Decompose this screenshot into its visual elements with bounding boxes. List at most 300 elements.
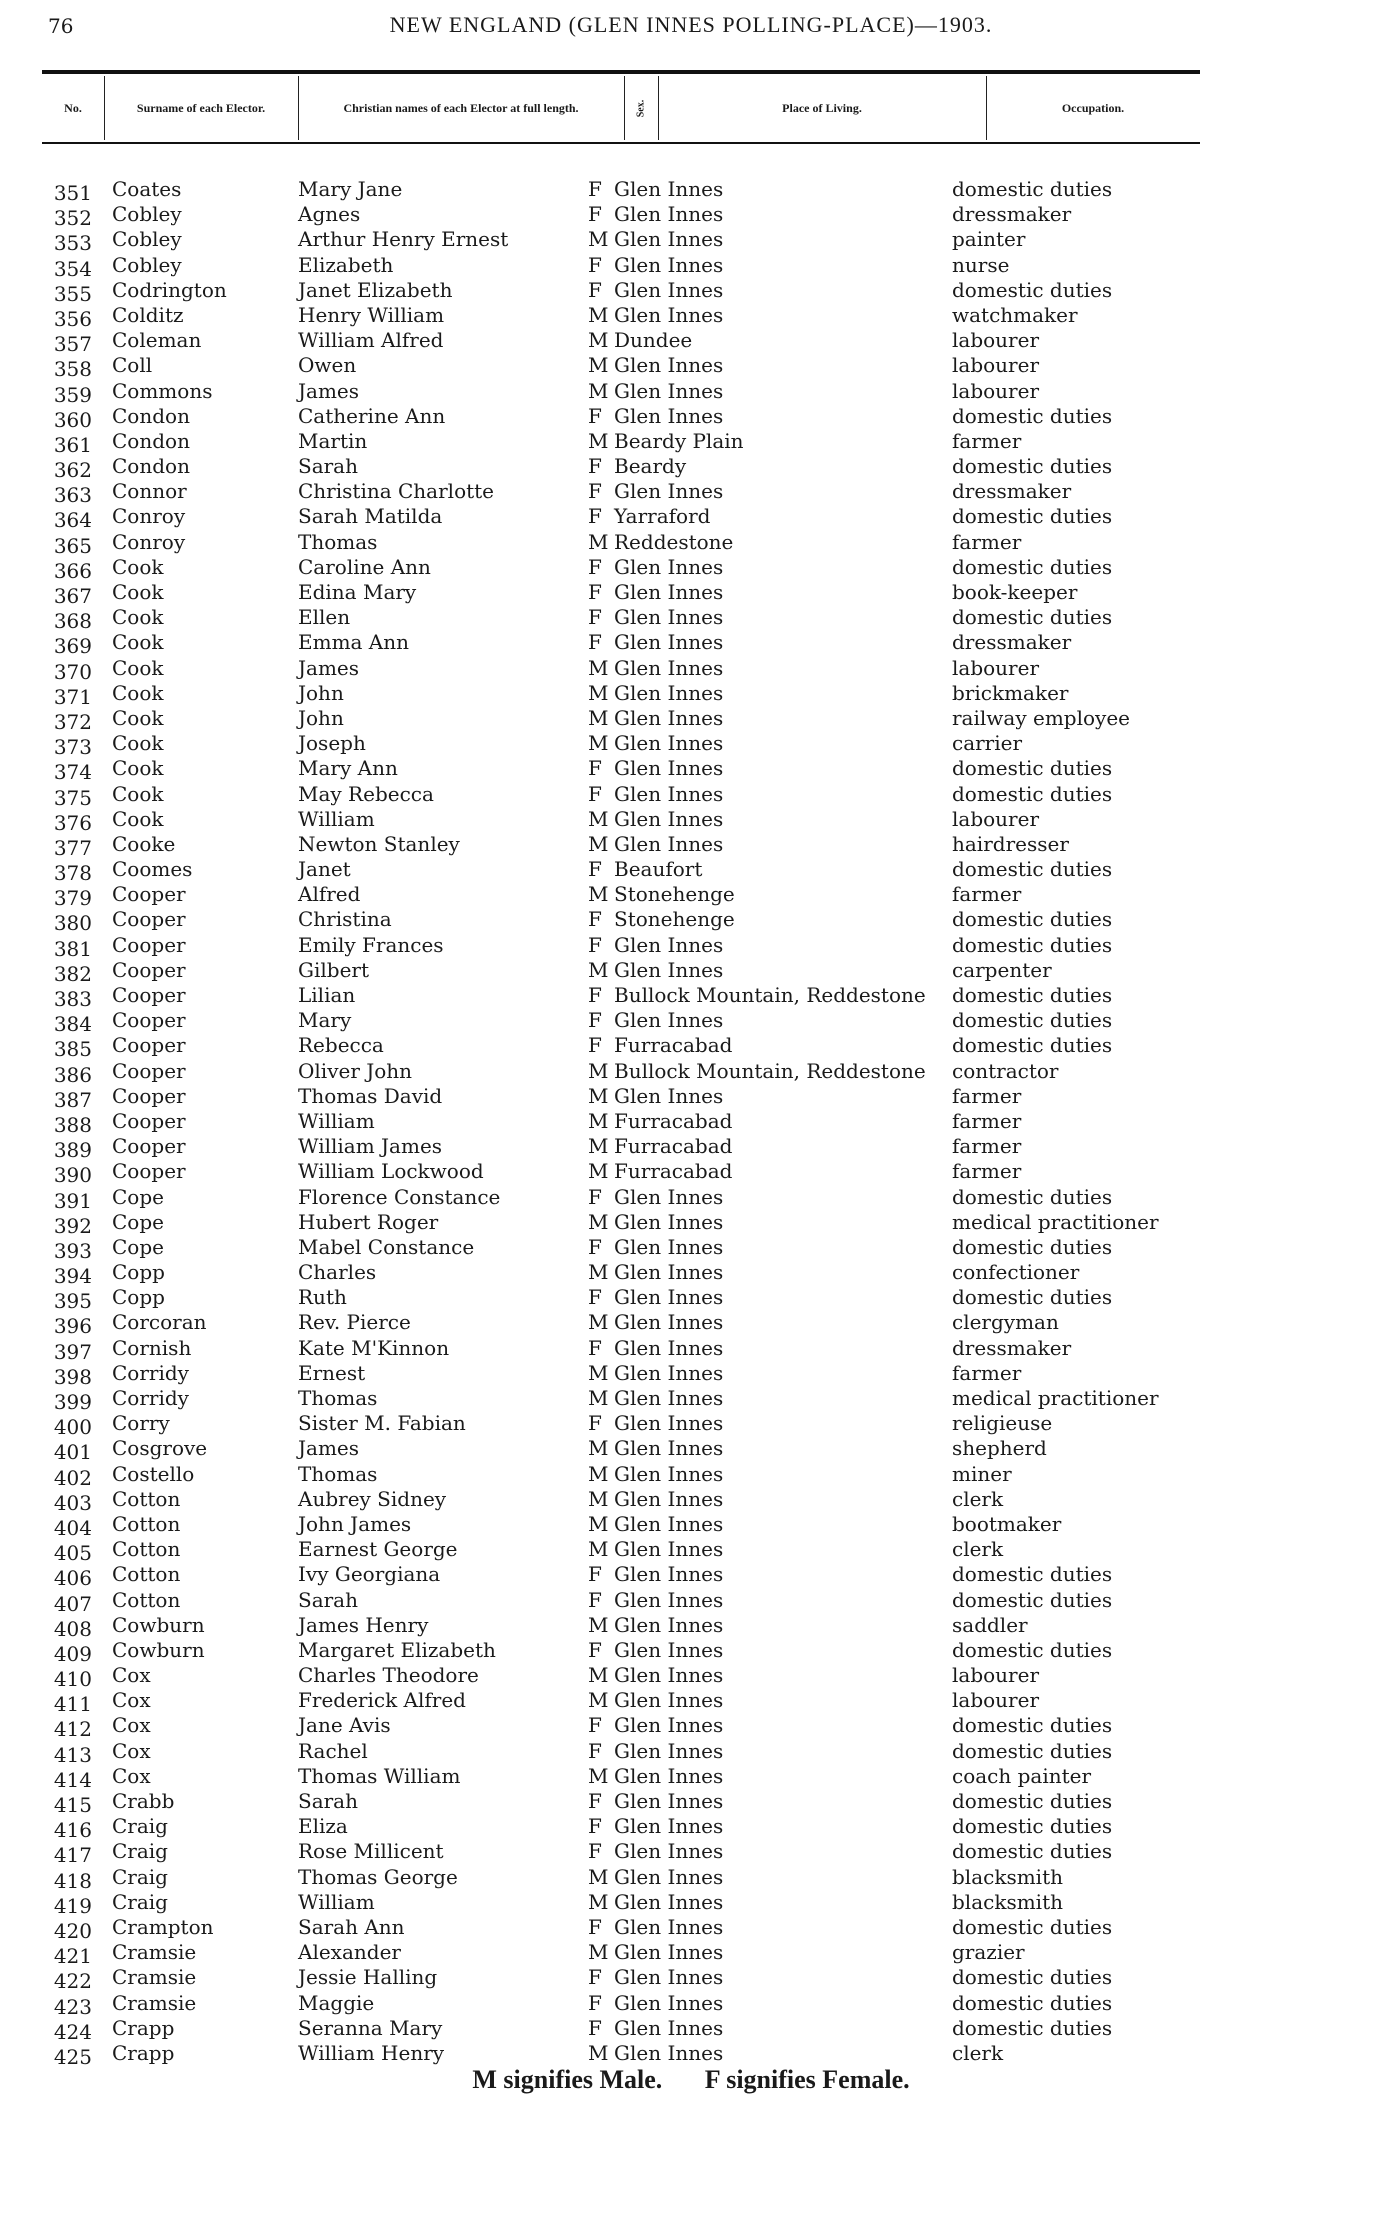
table-row [0,1234,1382,1263]
elector-number: 391 [53,1188,92,1213]
elector-sex: M [588,353,609,378]
elector-surname: Cook [112,806,164,831]
table-row [0,353,1382,382]
elector-sex: F [588,1738,602,1763]
elector-sex: M [588,831,609,856]
table-row [0,1587,1382,1616]
elector-sex: F [588,202,602,227]
elector-christian-names: Earnest George [298,1537,458,1562]
elector-christian-names: Newton Stanley [298,831,460,856]
elector-number: 424 [53,2019,92,2044]
table-row [0,1209,1382,1238]
elector-place: Glen Innes [614,705,724,730]
elector-christian-names: Mary Jane [298,177,403,201]
elector-christian-names: Mary [298,1008,352,1033]
elector-sex: M [588,731,609,756]
elector-surname: Crapp [112,2040,175,2065]
elector-place: Glen Innes [614,479,724,504]
elector-sex: F [588,1839,602,1864]
elector-number: 379 [53,886,92,911]
elector-place: Glen Innes [614,1864,724,1889]
elector-christian-names: Arthur Henry Ernest [298,227,509,252]
elector-christian-names: Henry William [298,302,445,327]
elector-sex: F [588,580,602,604]
elector-sex: F [588,781,602,806]
elector-sex: F [588,252,602,277]
elector-surname: Commons [112,378,213,403]
elector-christian-names: Agnes [298,202,361,227]
elector-occupation: coach painter [952,1763,1092,1788]
elector-surname: Cobley [112,227,182,252]
elector-number: 420 [53,1918,92,1943]
elector-surname: Cowburn [112,1637,205,1662]
table-row [0,1310,1382,1339]
elector-place: Beardy [614,454,687,479]
table-row [0,1637,1382,1666]
table-row [0,328,1382,357]
elector-christian-names: Jane Avis [298,1713,391,1738]
table-row [0,1713,1382,1742]
elector-number: 425 [53,2044,92,2069]
elector-surname: Conroy [112,504,186,529]
elector-sex: F [588,1914,602,1939]
elector-sex: M [588,806,609,831]
table-row [0,1990,1382,2019]
elector-surname: Cope [112,1209,164,1234]
elector-occupation: domestic duties [952,1914,1113,1939]
header-rule [42,142,1200,144]
elector-christian-names: Rose Millicent [298,1839,444,1864]
elector-sex: F [588,1562,602,1587]
elector-occupation: farmer [952,1083,1022,1108]
table-row [0,302,1382,331]
elector-sex: F [588,1008,602,1033]
table-row [0,882,1382,911]
elector-number: 359 [53,382,92,407]
elector-christian-names: Eliza [298,1814,348,1839]
table-row [0,1058,1382,1087]
elector-occupation: clerk [952,1537,1004,1562]
elector-occupation: blacksmith [952,1864,1063,1889]
elector-christian-names: John [298,705,344,730]
elector-christian-names: Rev. Pierce [298,1310,411,1335]
elector-number: 421 [53,1944,92,1969]
elector-place: Furracabad [614,1033,733,1058]
table-row [0,1914,1382,1943]
elector-occupation: dressmaker [952,630,1072,655]
table-row [0,1360,1382,1389]
elector-surname: Cook [112,756,164,781]
table-row [0,504,1382,533]
elector-number: 360 [53,407,92,432]
table-row [0,1411,1382,1440]
elector-christian-names: Ellen [298,605,351,630]
elector-number: 355 [53,281,92,306]
table-row [0,1663,1382,1692]
elector-surname: Cobley [112,202,182,227]
elector-place: Glen Innes [614,202,724,227]
elector-christian-names: Christina Charlotte [298,479,495,504]
table-row [0,705,1382,734]
elector-surname: Cook [112,781,164,806]
page-title: NEW ENGLAND (GLEN INNES POLLING-PLACE)—1903. [389,12,993,37]
elector-sex: M [588,655,609,680]
elector-place: Glen Innes [614,1965,724,1990]
elector-occupation: saddler [952,1612,1028,1637]
elector-sex: M [588,1688,609,1713]
elector-number: 401 [53,1440,92,1465]
elector-occupation: clerk [952,1486,1004,1511]
elector-surname: Cooper [112,983,186,1007]
elector-christian-names: Rachel [298,1738,368,1763]
elector-number: 395 [53,1289,92,1314]
elector-christian-names: Thomas [298,529,378,554]
elector-occupation: confectioner [952,1260,1080,1285]
elector-surname: Condon [112,428,190,453]
elector-surname: Cook [112,655,164,680]
elector-occupation: dressmaker [952,202,1072,227]
table-row [0,1285,1382,1314]
elector-surname: Cooper [112,932,186,957]
table-row [0,554,1382,583]
elector-christian-names: Gilbert [298,957,370,982]
elector-occupation: domestic duties [952,983,1113,1007]
table-row [0,756,1382,785]
table-row [0,1461,1382,1490]
footer-female-note: F signifies Female. [704,2065,910,2094]
elector-place: Glen Innes [614,302,724,327]
elector-number: 392 [53,1213,92,1238]
elector-occupation: domestic duties [952,1990,1113,2015]
elector-place: Glen Innes [614,1889,724,1914]
elector-surname: Craig [112,1814,168,1839]
table-row [0,831,1382,860]
elector-sex: F [588,1411,602,1436]
elector-surname: Cook [112,705,164,730]
table-row [0,1789,1382,1817]
elector-surname: Cook [112,731,164,756]
elector-place: Beaufort [614,857,703,882]
elector-surname: Cooper [112,907,186,932]
elector-occupation: domestic duties [952,1033,1113,1058]
elector-surname: Craig [112,1889,168,1914]
elector-place: Glen Innes [614,1738,724,1763]
elector-place: Glen Innes [614,2040,724,2065]
elector-surname: Cox [112,1738,151,1763]
col-header-sex [624,76,659,140]
elector-number: 385 [53,1037,92,1062]
elector-occupation: medical practitioner [952,1386,1159,1410]
elector-number: 407 [53,1591,92,1616]
elector-surname: Corcoran [112,1310,207,1335]
elector-sex: M [588,1058,609,1083]
elector-christian-names: Thomas William [298,1763,461,1788]
elector-surname: Colditz [112,302,184,327]
elector-occupation: clergyman [952,1310,1059,1335]
elector-christian-names: Sarah Ann [298,1914,405,1939]
elector-surname: Crapp [112,2015,175,2040]
elector-number: 411 [53,1692,92,1717]
elector-occupation: domestic duties [952,857,1113,882]
elector-number: 375 [53,785,92,810]
elector-christian-names: Florence Constance [298,1184,501,1209]
elector-number: 403 [53,1490,92,1515]
table-row [0,2040,1382,2069]
elector-sex: M [588,1612,609,1637]
elector-occupation: farmer [952,1360,1022,1385]
elector-number: 382 [53,961,92,986]
elector-sex: M [588,1763,609,1788]
elector-christian-names: Hubert Roger [298,1209,439,1234]
elector-surname: Cooper [112,1134,186,1159]
elector-place: Glen Innes [614,353,724,378]
col-header-christian: Christian names of each Elector at full length. [298,76,625,140]
elector-place: Glen Innes [614,1360,724,1385]
table-row [0,1184,1382,1213]
elector-place: Glen Innes [614,1914,724,1939]
elector-place: Stonehenge [614,882,735,907]
elector-christian-names: Janet [298,857,351,882]
elector-number: 356 [53,306,92,331]
elector-surname: Connor [112,479,187,504]
elector-sex: M [588,302,609,327]
elector-place: Beardy Plain [614,428,744,453]
table-row [0,932,1382,961]
elector-sex: M [588,1108,609,1133]
elector-surname: Cox [112,1763,151,1788]
elector-place: Glen Innes [614,831,724,856]
elector-christian-names: William Alfred [298,328,444,353]
elector-surname: Corridy [112,1386,189,1410]
elector-place: Glen Innes [614,1436,724,1461]
table-row [0,630,1382,659]
table-row [0,781,1382,810]
elector-place: Glen Innes [614,403,724,428]
elector-place: Dundee [614,328,693,353]
elector-sex: M [588,1083,609,1108]
elector-christian-names: Owen [298,353,357,378]
page-number: 76 [48,14,74,38]
elector-surname: Cooper [112,1058,186,1083]
elector-occupation: carpenter [952,957,1052,982]
elector-number: 352 [53,206,92,231]
elector-number: 410 [53,1667,92,1692]
elector-sex: F [588,932,602,957]
elector-place: Glen Innes [614,1839,724,1864]
elector-christian-names: Charles Theodore [298,1663,479,1688]
elector-place: Glen Innes [614,2015,724,2040]
elector-christian-names: Sarah [298,1789,358,1813]
elector-sex: M [588,1864,609,1889]
elector-number: 405 [53,1541,92,1566]
elector-christian-names: Alfred [298,882,361,907]
table-row [0,1839,1382,1868]
elector-occupation: bootmaker [952,1511,1062,1536]
table-row [0,680,1382,709]
elector-surname: Cooper [112,1108,186,1133]
table-row [0,957,1382,986]
elector-number: 419 [53,1893,92,1918]
elector-christian-names: Seranna Mary [298,2015,443,2040]
elector-christian-names: Ruth [298,1285,347,1310]
elector-list [0,177,1382,2069]
elector-number: 357 [53,332,92,357]
elector-sex: M [588,1436,609,1461]
elector-sex: F [588,1814,602,1839]
elector-occupation: medical practitioner [952,1209,1159,1234]
elector-occupation: farmer [952,529,1022,554]
elector-surname: Cooke [112,831,176,856]
elector-place: Glen Innes [614,1713,724,1738]
table-row [0,1486,1382,1515]
elector-sex: M [588,1159,609,1184]
elector-christian-names: Maggie [298,1990,375,2015]
table-row [0,1965,1382,1994]
elector-place: Glen Innes [614,756,724,781]
elector-number: 368 [53,609,92,634]
table-row [0,605,1382,634]
elector-number: 351 [53,181,92,205]
elector-christian-names: Ivy Georgiana [298,1562,441,1587]
table-row [0,1108,1382,1137]
elector-christian-names: William Lockwood [298,1159,484,1184]
table-row [0,1386,1382,1414]
elector-occupation: domestic duties [952,1562,1113,1587]
table-row [0,202,1382,231]
table-row [0,1335,1382,1364]
elector-christian-names: James [298,1436,360,1461]
table-row [0,1864,1382,1893]
elector-surname: Cramsie [112,1940,197,1965]
elector-sex: M [588,1461,609,1486]
table-row [0,1537,1382,1566]
elector-place: Glen Innes [614,1335,724,1360]
elector-christian-names: Caroline Ann [298,554,431,579]
elector-occupation: domestic duties [952,907,1113,932]
elector-surname: Crampton [112,1914,214,1939]
elector-sex: M [588,1511,609,1536]
elector-number: 364 [53,508,92,533]
elector-number: 398 [53,1364,92,1389]
elector-surname: Cramsie [112,1965,197,1990]
elector-christian-names: Christina [298,907,392,932]
elector-sex: F [588,1335,602,1360]
elector-number: 396 [53,1314,92,1339]
elector-sex: F [588,1285,602,1310]
elector-place: Glen Innes [614,1814,724,1839]
elector-number: 373 [53,735,92,760]
elector-sex: M [588,1209,609,1234]
elector-christian-names: Thomas [298,1461,378,1486]
elector-number: 412 [53,1717,92,1742]
elector-sex: F [588,177,602,201]
elector-occupation: farmer [952,1159,1022,1184]
elector-sex: F [588,907,602,932]
elector-occupation: brickmaker [952,680,1069,705]
elector-place: Glen Innes [614,1184,724,1209]
elector-christian-names: Ernest [298,1360,366,1385]
elector-christian-names: James Henry [298,1612,429,1637]
elector-occupation: clerk [952,2040,1004,2065]
elector-surname: Coleman [112,328,202,353]
elector-occupation: domestic duties [952,554,1113,579]
elector-occupation: shepherd [952,1436,1047,1461]
table-row [0,378,1382,407]
elector-sex: F [588,1234,602,1259]
elector-number: 399 [53,1390,92,1414]
elector-surname: Cooper [112,1033,186,1058]
elector-occupation: domestic duties [952,756,1113,781]
table-row [0,1562,1382,1591]
elector-occupation: farmer [952,1108,1022,1133]
elector-number: 371 [53,684,92,709]
elector-christian-names: John James [298,1511,412,1536]
elector-sex: F [588,479,602,504]
elector-surname: Copp [112,1260,165,1285]
elector-number: 377 [53,835,92,860]
top-rule [42,70,1200,74]
elector-place: Glen Innes [614,1562,724,1587]
elector-christian-names: Thomas [298,1386,378,1410]
elector-sex: M [588,2040,609,2065]
elector-place: Glen Innes [614,1511,724,1536]
elector-number: 402 [53,1465,92,1490]
elector-sex: F [588,1990,602,2015]
elector-occupation: labourer [952,1688,1040,1713]
elector-place: Glen Innes [614,957,724,982]
elector-number: 370 [53,659,92,684]
elector-occupation: blacksmith [952,1889,1063,1914]
table-row [0,1814,1382,1843]
elector-occupation: labourer [952,655,1040,680]
elector-christian-names: Thomas George [298,1864,458,1889]
elector-occupation: domestic duties [952,1587,1113,1612]
elector-surname: Cramsie [112,1990,197,2015]
elector-number: 423 [53,1994,92,2019]
table-row [0,227,1382,256]
elector-christian-names: Sarah [298,454,358,479]
elector-sex: M [588,1940,609,1965]
elector-number: 390 [53,1163,92,1188]
table-row [0,857,1382,886]
elector-sex: F [588,983,602,1007]
elector-occupation: farmer [952,1134,1022,1159]
elector-place: Glen Innes [614,605,724,630]
elector-place: Glen Innes [614,554,724,579]
elector-sex: M [588,1310,609,1335]
elector-surname: Cooper [112,1159,186,1184]
elector-occupation: domestic duties [952,1789,1113,1813]
elector-occupation: grazier [952,1940,1025,1965]
elector-surname: Cope [112,1234,164,1259]
elector-number: 400 [53,1415,92,1440]
elector-christian-names: Sarah [298,1587,358,1612]
elector-number: 384 [53,1012,92,1037]
elector-christian-names: Charles [298,1260,377,1285]
elector-number: 383 [53,987,92,1011]
elector-place: Glen Innes [614,1285,724,1310]
elector-sex: F [588,1033,602,1058]
table-row [0,806,1382,835]
elector-sex: M [588,529,609,554]
table-row [0,1008,1382,1037]
elector-surname: Cox [112,1713,151,1738]
elector-number: 381 [53,936,92,961]
elector-occupation: labourer [952,806,1040,831]
elector-occupation: domestic duties [952,1184,1113,1209]
elector-occupation: dressmaker [952,1335,1072,1360]
elector-place: Glen Innes [614,277,724,302]
